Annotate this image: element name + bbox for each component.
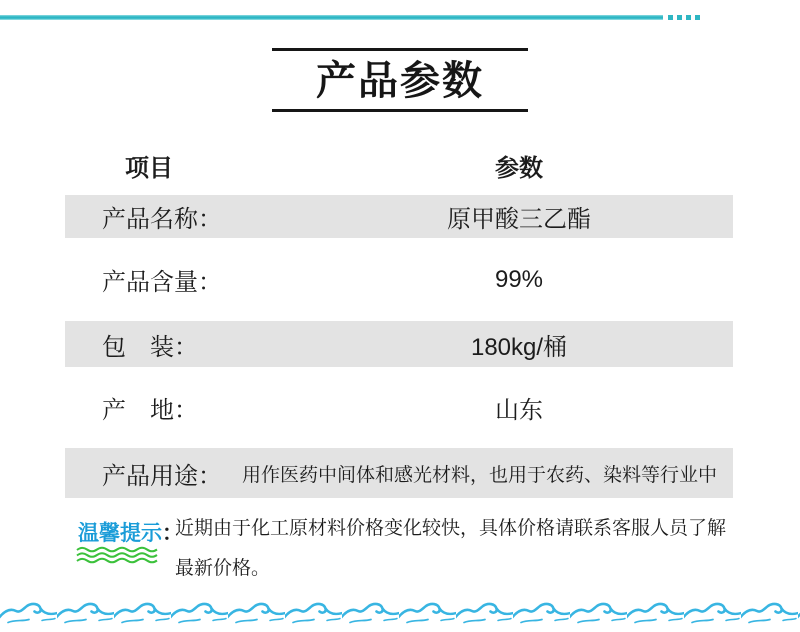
bottom-wave-border: [0, 601, 800, 629]
table-row: [65, 238, 733, 321]
title-block: [272, 48, 528, 112]
tip-text-line2: 最新价格。: [175, 558, 271, 579]
row-value: 99%: [494, 265, 544, 293]
tip-label: [78, 517, 183, 547]
row-value: 原甲酸三乙酯: [447, 206, 591, 233]
table-row: [65, 448, 733, 498]
table-row: [65, 321, 733, 367]
row-label: 产品名称：: [102, 206, 222, 233]
header-item-label: 项目: [125, 154, 173, 182]
tip-text-line1: 近期由于化工原材料价格变化较快，具体价格请联系客服人员了解: [175, 518, 727, 539]
row-label: 产品含量：: [102, 269, 222, 296]
table-header-row: [65, 135, 733, 195]
row-label: 产 地：: [102, 397, 198, 424]
top-decoration: [0, 15, 800, 20]
row-value: 用作医药中间体和感光材料，也用于农药、染料等行业中: [242, 464, 718, 486]
row-label: 包 装：: [102, 333, 198, 361]
teal-line: [0, 15, 663, 20]
tip-label-text: 温馨提示: [78, 522, 162, 545]
row-value: 180kg/桶: [470, 333, 568, 361]
tip-text: [175, 509, 750, 589]
teal-dash: [668, 15, 673, 20]
teal-dash: [677, 15, 682, 20]
row-label: 产品用途：: [102, 462, 222, 490]
parameter-table: [65, 135, 733, 498]
table-row: [65, 367, 733, 448]
green-squiggle-icon: [76, 546, 162, 565]
header-param-label: 参数: [495, 154, 543, 182]
table-row: [65, 195, 733, 238]
page-title: 产品参数: [316, 59, 484, 103]
table-body: [65, 195, 733, 498]
tip-label-colon: ：: [162, 522, 183, 545]
row-value: 山东: [495, 397, 543, 424]
teal-dash: [695, 15, 700, 20]
teal-dashes: [668, 15, 700, 20]
teal-dash: [686, 15, 691, 20]
